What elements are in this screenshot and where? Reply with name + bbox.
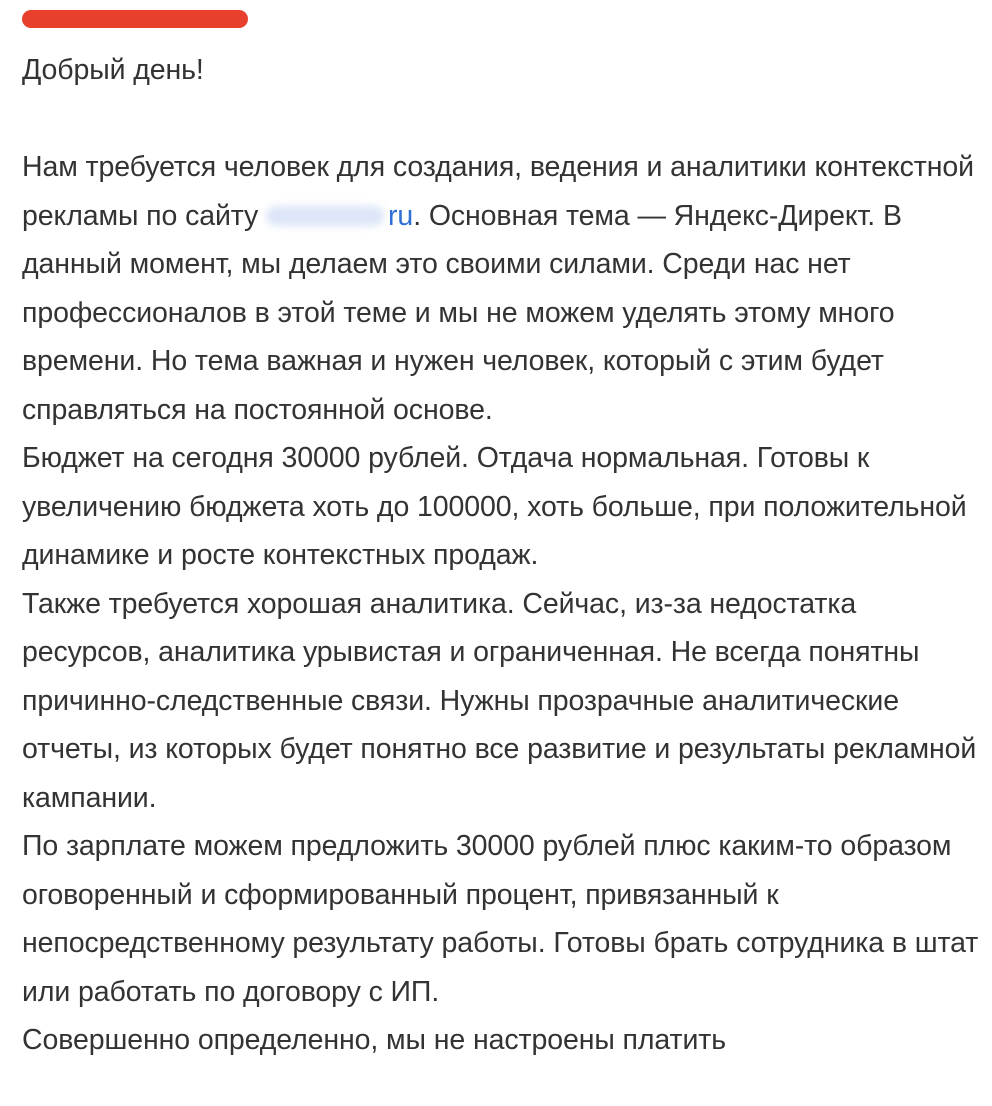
paragraph-salary: По зарплате можем предложить 30000 рублей плюс каким-то образом оговоренный и сформированный процент, привязанный к непосредственному результату работы. Готовы брать сотрудника в штат или работать по договору с ИП. [22,830,979,1008]
paragraph-payment: Совершенно определенно, мы не настроены платить [22,1024,727,1056]
blank-line [22,95,982,144]
paragraph-analytics: Также требуется хорошая аналитика. Сейчас, из-за недостатка ресурсов, аналитика урывистая и ограниченная. Не всегда понятны причинно-следственные связи. Нужны прозрачные аналитические отчеты, из которых будет понятно все развитие и результаты рекламной кампании. [22,587,977,814]
website-link-tld: ru [388,199,414,232]
intro-text-end: . Основная тема — Яндекс-Директ. В данный момент, мы делаем это своими силами. Среди нас нет профессионалов в этой теме и мы не можем уделять этому много времени. Но тема важная и нужен человек, который с этим будет справляться на постоянной основе. [22,199,902,426]
intro-text-start: Нам требуется человек для создания, ведения и аналитики контекстной рекламы по сайту [22,151,974,232]
message-body [22,46,982,1065]
greeting: Добрый день! [22,54,204,86]
website-link[interactable] [266,200,413,232]
redacted-sender-bar [22,10,248,28]
redacted-domain [266,206,384,226]
paragraph-intro [22,143,982,434]
paragraph-budget: Бюджет на сегодня 30000 рублей. Отдача нормальная. Готовы к увеличению бюджета хоть до 100000, хоть больше, при положительной динамике и росте контекстных продаж. [22,442,967,571]
